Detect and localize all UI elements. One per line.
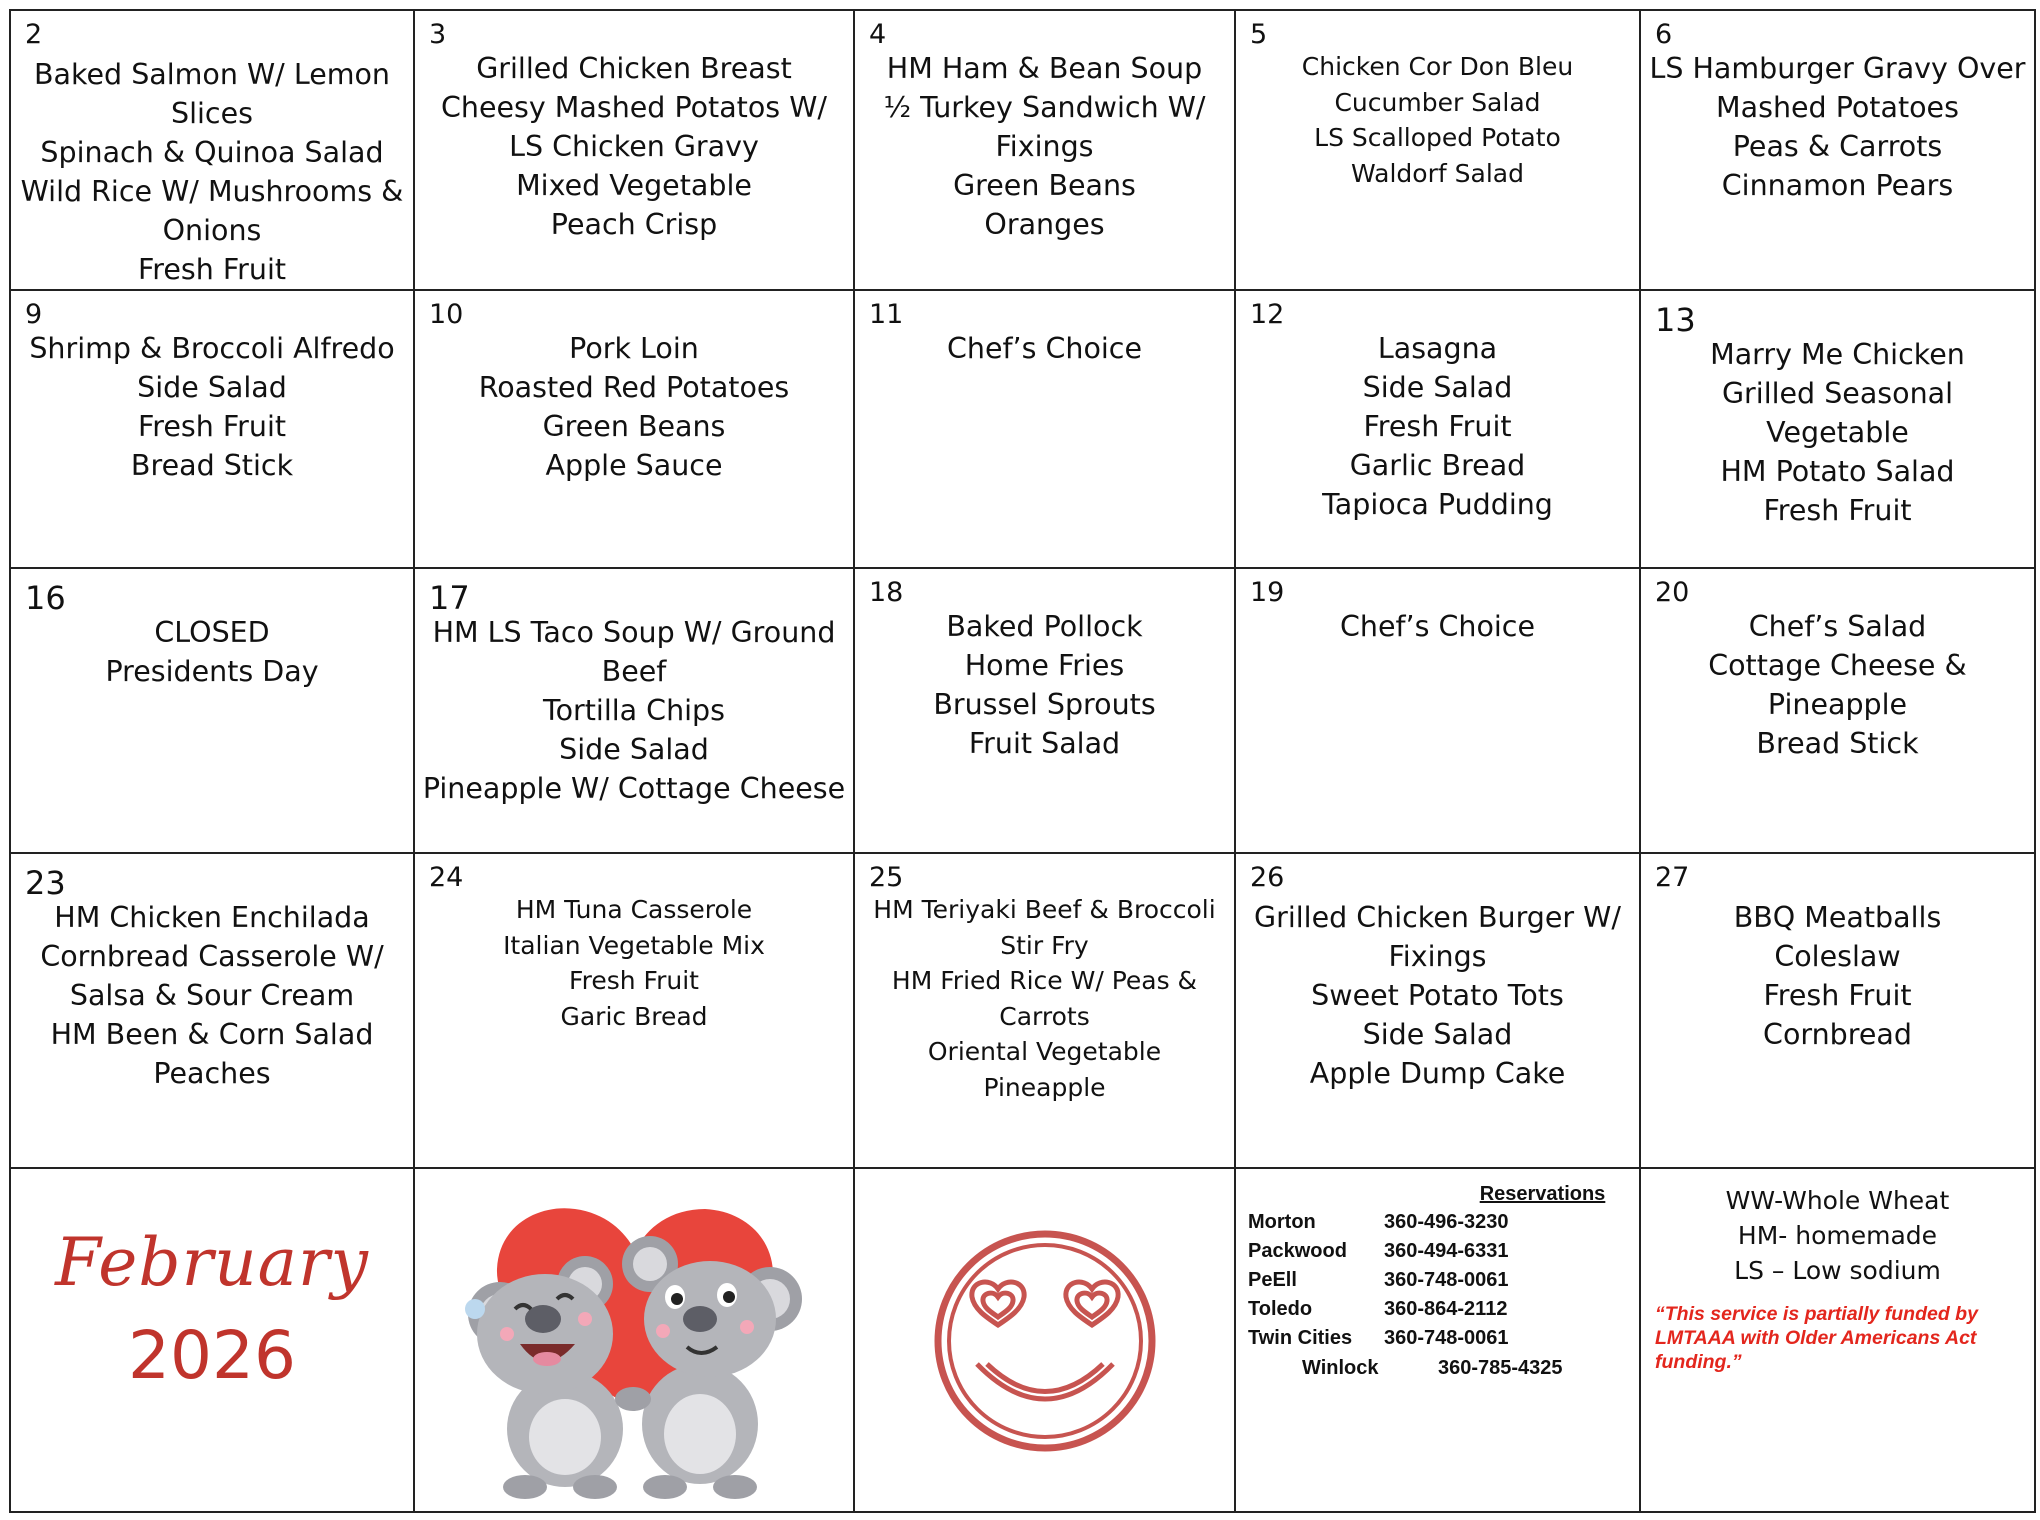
reservation-phone[interactable]: 360-748-0061 (1384, 1327, 1509, 1349)
menu-item: Cinnamon Pears (1721, 169, 1954, 202)
menu-item: Apple Dump Cake (1309, 1057, 1566, 1090)
menu-item: Peaches (153, 1057, 271, 1090)
day-number: 23 (25, 864, 66, 902)
menu-item: Roasted Red Potatoes (478, 371, 790, 404)
koala-couple-heart-icon (415, 1169, 855, 1513)
day-number: 5 (1250, 19, 1268, 50)
menu-item: Fresh Fruit (1363, 410, 1512, 443)
menu-item: Green Beans (953, 169, 1136, 202)
day-cell (414, 290, 854, 568)
menu-item: Coleslaw (1774, 940, 1901, 973)
menu-item: Cottage Cheese & Pineapple (1708, 649, 1967, 721)
menu-item: Chef’s Choice (1339, 610, 1536, 643)
menu-item: Garlic Bread (1349, 449, 1526, 482)
menu-item: Peas & Carrots (1732, 130, 1943, 163)
menu-item: HM Been & Corn Salad (50, 1018, 374, 1051)
day-number: 10 (429, 299, 464, 330)
menu-item: Fresh Fruit (1763, 494, 1912, 527)
month-year: 2026 (128, 1317, 296, 1394)
reservation-phone[interactable]: 360-748-0061 (1384, 1269, 1509, 1291)
menu-item: Fresh Fruit (1763, 979, 1912, 1012)
menu-item: Cornbread (1763, 1018, 1912, 1051)
menu-items (17, 329, 407, 485)
menu-item: Tortilla Chips (543, 694, 725, 727)
menu-items (1647, 607, 2028, 763)
menu-item: Grilled Chicken Burger W/ Fixings (1254, 901, 1621, 973)
reservation-location: Packwood (1248, 1240, 1347, 1262)
day-cell (1640, 290, 2035, 568)
menu-items (1647, 898, 2028, 1054)
day-cell (1640, 568, 2035, 853)
menu-items (861, 49, 1228, 244)
day-cell (414, 568, 854, 853)
menu-item: HM Tuna Casserole (515, 895, 753, 924)
menu-item: HM Ham & Bean Soup (886, 52, 1203, 85)
menu-item: Grilled Seasonal Vegetable (1721, 377, 1954, 449)
menu-item: Tapioca Pudding (1322, 488, 1553, 521)
menu-items (17, 898, 407, 1093)
reservation-location: Morton (1248, 1211, 1316, 1233)
legend-item: WW-Whole Wheat (1725, 1186, 1950, 1215)
koala-image-cell (414, 1168, 854, 1512)
day-number: 27 (1655, 862, 1690, 893)
menu-item: Pineapple (983, 1072, 1106, 1102)
menu-items (915, 329, 1174, 368)
day-number: 18 (869, 577, 904, 608)
smiley-image-cell (854, 1168, 1235, 1512)
menu-item: CLOSED Presidents Day (105, 616, 319, 688)
menu-items (1242, 898, 1633, 1093)
menu-item: ½ Turkey Sandwich W/ Fixings (883, 91, 1206, 163)
reservation-location: Toledo (1248, 1298, 1313, 1320)
day-number: 4 (869, 19, 887, 50)
menu-item: Fresh Fruit (569, 966, 699, 995)
menu-item: Chef’s Choice (946, 332, 1143, 365)
day-number: 17 (429, 579, 470, 617)
menu-items (101, 613, 323, 691)
menu-item: Italian Vegetable Mix (503, 930, 765, 960)
day-number: 25 (869, 862, 904, 893)
day-cell (1235, 568, 1640, 853)
menu-item: Shrimp & Broccoli Alfredo (29, 332, 395, 365)
menu-item: LS Hamburger Gravy Over Mashed Potatoes (1649, 52, 2026, 124)
day-cell (1235, 10, 1640, 290)
menu-items (1242, 329, 1633, 524)
menu-item: Chicken Cor Don Bleu (1301, 52, 1574, 81)
abbreviation-legend (1641, 1183, 2034, 1288)
menu-items (1647, 49, 2028, 205)
day-cell (10, 853, 414, 1168)
menu-item: Apple Sauce (545, 449, 723, 482)
menu-items (17, 55, 407, 289)
menu-item: Waldorf Salad (1351, 158, 1524, 188)
menu-item: Chef’s Salad (1748, 610, 1927, 643)
menu-item: Garic Bread (560, 1001, 708, 1031)
menu-item: Spinach & Quinoa Salad (40, 136, 384, 169)
day-number: 26 (1250, 862, 1285, 893)
menu-item: Baked Salmon W/ Lemon Slices (34, 58, 390, 130)
funding-notice: “This service is partially funded by LMTAAA with Older Americans Act funding.” (1655, 1303, 1978, 1373)
day-cell (854, 568, 1235, 853)
menu-items (421, 892, 847, 1034)
reservations-title: Reservations (1479, 1183, 1606, 1205)
day-number: 13 (1655, 301, 1696, 339)
day-cell (1235, 290, 1640, 568)
day-number: 2 (25, 19, 43, 50)
menu-items (1242, 607, 1633, 646)
menu-items (421, 49, 847, 244)
menu-item: LS Scalloped Potato (1314, 123, 1561, 152)
day-cell (10, 10, 414, 290)
menu-item: HM Chicken Enchilada Cornbread Casserole W/ Salsa & Sour Cream (40, 901, 384, 1012)
menu-items (421, 329, 847, 485)
day-number: 19 (1250, 577, 1285, 608)
day-cell (10, 568, 414, 853)
day-number: 9 (25, 299, 43, 330)
menu-item: Oranges (984, 208, 1105, 241)
heart-eyes-smiley-icon (855, 1169, 1236, 1513)
day-number: 6 (1655, 19, 1673, 50)
menu-items (1647, 335, 2028, 530)
day-cell (10, 290, 414, 568)
menu-items (861, 607, 1228, 763)
menu-item: Baked Pollock (946, 610, 1143, 643)
menu-items (861, 892, 1228, 1105)
month-cell (10, 1168, 414, 1512)
day-cell (1640, 853, 2035, 1168)
menu-item: Side Salad (559, 733, 709, 766)
menu-item: HM Potato Salad (1720, 455, 1955, 488)
reservation-location: Twin Cities (1248, 1327, 1353, 1349)
menu-item: Sweet Potato Tots (1311, 979, 1564, 1012)
menu-item: HM LS Taco Soup W/ Ground Beef (432, 616, 836, 688)
menu-calendar (9, 9, 2036, 1513)
day-number: 3 (429, 19, 447, 50)
day-number: 11 (869, 299, 904, 330)
menu-item: Cheesy Mashed Potatos W/ LS Chicken Gravy (440, 91, 827, 163)
menu-item: Cucumber Salad (1334, 87, 1541, 117)
day-number: 12 (1250, 299, 1285, 330)
menu-item: BBQ Meatballs (1733, 901, 1942, 934)
menu-item: Green Beans (542, 410, 726, 443)
day-cell (854, 10, 1235, 290)
menu-item: Pork Loin (569, 332, 699, 365)
menu-item: Pineapple W/ Cottage Cheese (422, 772, 846, 805)
menu-item: Grilled Chicken Breast (476, 52, 792, 85)
day-cell (854, 290, 1235, 568)
day-number: 20 (1655, 577, 1690, 608)
reservation-location: PeEll (1248, 1269, 1297, 1291)
menu-item: Fresh Fruit (137, 253, 287, 286)
menu-items (1242, 49, 1633, 191)
menu-item: Side Salad (137, 371, 287, 404)
menu-item: Marry Me Chicken (1710, 338, 1965, 371)
menu-item: Bread Stick (130, 449, 294, 482)
reservations-cell (1235, 1168, 1640, 1512)
menu-item: HM Fried Rice W/ Peas & Carrots (891, 966, 1198, 1031)
menu-item: Fresh Fruit (137, 410, 287, 443)
month-name: February (55, 1224, 369, 1301)
day-number: 24 (429, 862, 464, 893)
menu-item: Peach Crisp (550, 208, 718, 241)
menu-item: Fruit Salad (968, 727, 1121, 760)
day-cell (1640, 10, 2035, 290)
reservation-phone[interactable]: 360-864-2112 (1384, 1298, 1508, 1320)
menu-item: Bread Stick (1756, 727, 1919, 760)
menu-item: Side Salad (1362, 371, 1513, 404)
day-cell (414, 10, 854, 290)
legend-item: HM- homemade (1737, 1221, 1938, 1250)
menu-item: Side Salad (1362, 1018, 1513, 1051)
menu-item: Wild Rice W/ Mushrooms & Onions (20, 175, 404, 247)
legend-cell (1640, 1168, 2035, 1512)
menu-item: Mixed Vegetable (516, 169, 752, 202)
menu-item: HM Teriyaki Beef & Broccoli Stir Fry (873, 895, 1216, 960)
reservation-phone[interactable]: 360-494-6331 (1384, 1240, 1509, 1262)
menu-item: Oriental Vegetable (927, 1037, 1162, 1066)
day-cell (414, 853, 854, 1168)
day-cell (1235, 853, 1640, 1168)
day-cell (854, 853, 1235, 1168)
menu-item: Brussel Sprouts (933, 688, 1156, 721)
menu-item: Home Fries (964, 649, 1125, 682)
reservation-phone[interactable]: 360-496-3230 (1384, 1211, 1509, 1233)
menu-item: Lasagna (1377, 332, 1498, 365)
day-number: 16 (25, 579, 66, 617)
reservation-location: Winlock (1302, 1357, 1379, 1379)
reservation-phone[interactable]: 360-785-4325 (1438, 1357, 1563, 1379)
legend-item: LS – Low sodium (1734, 1256, 1941, 1285)
menu-items (421, 613, 847, 808)
